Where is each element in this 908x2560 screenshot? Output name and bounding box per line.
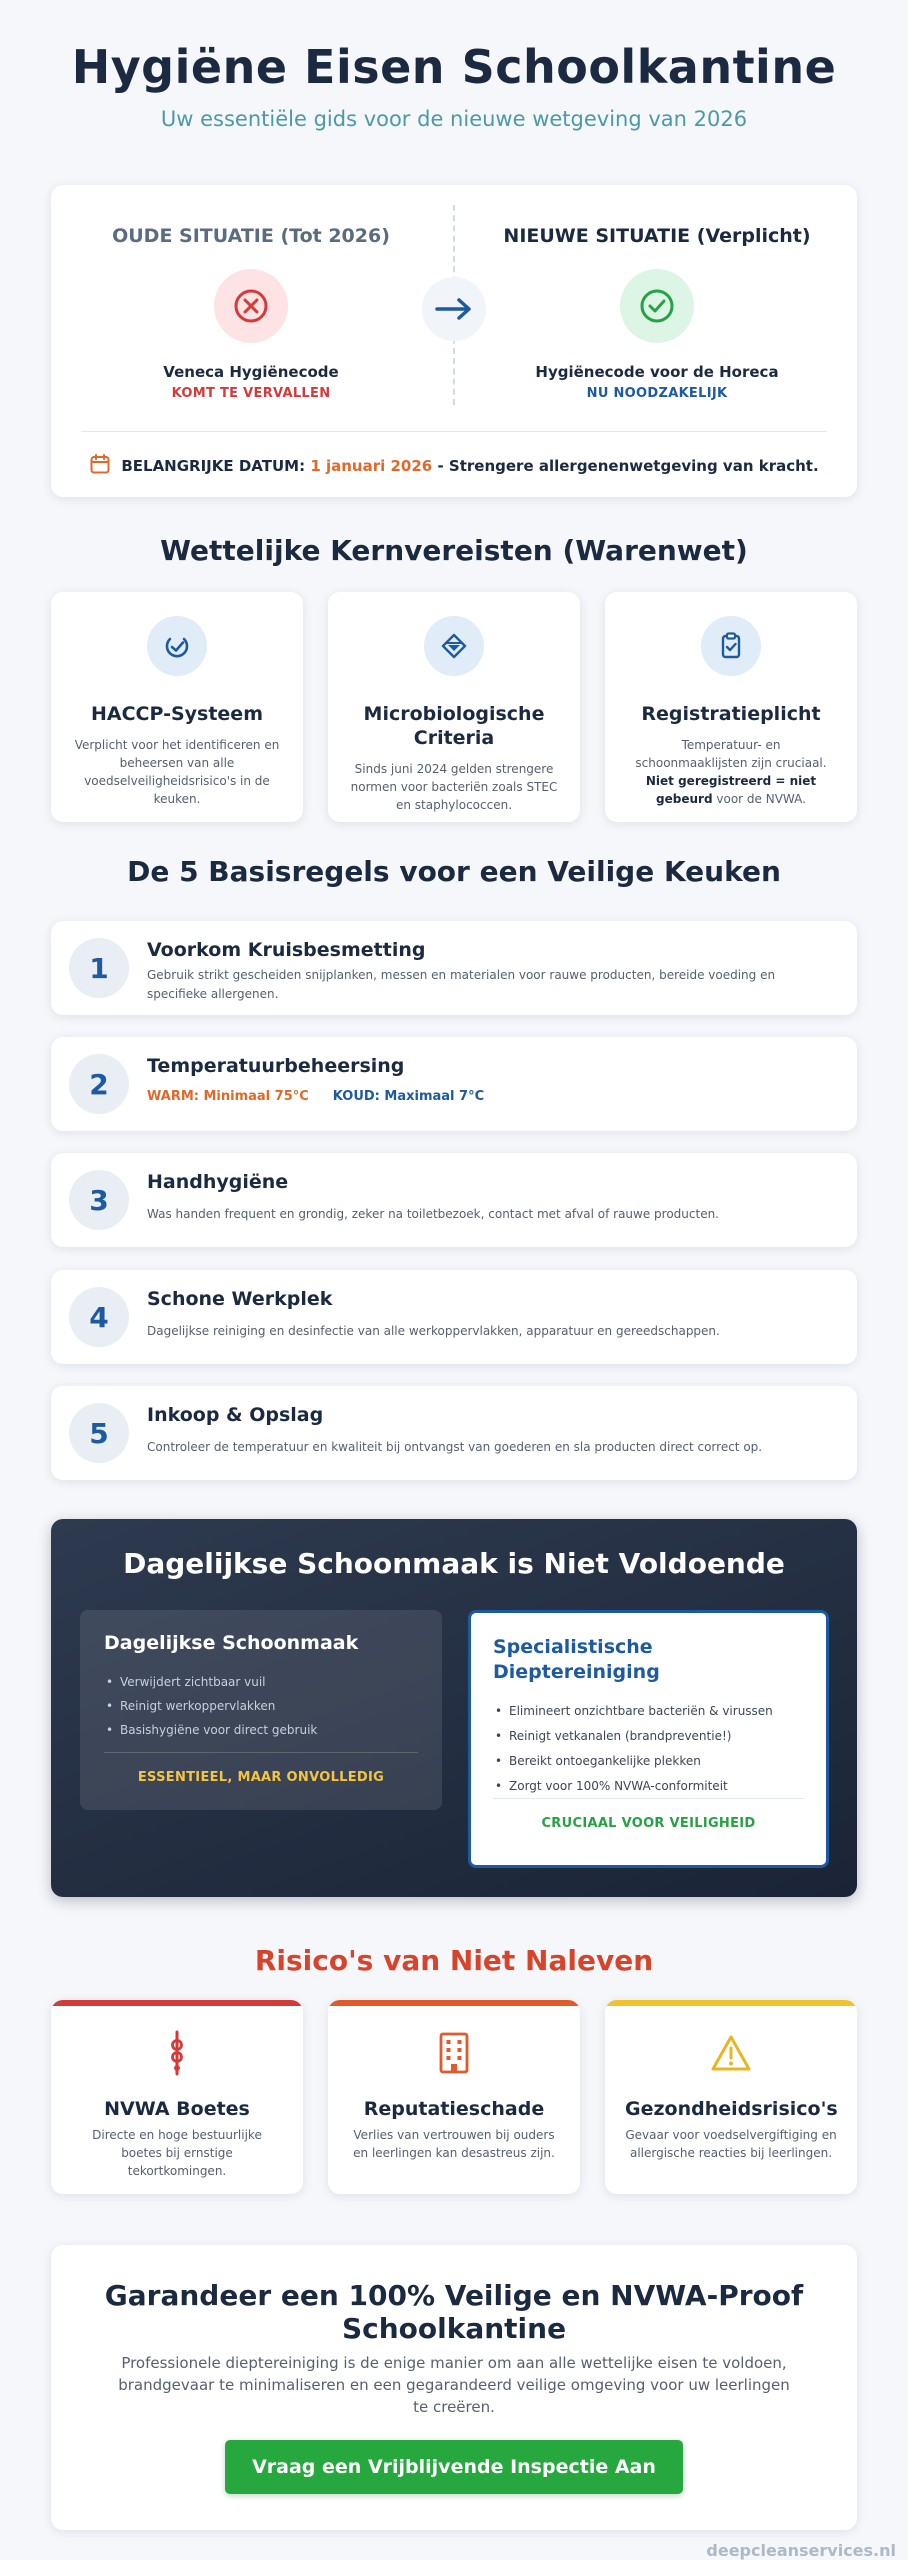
- new-situation-heading: NIEUWE SITUATIE (Verplicht): [503, 225, 811, 247]
- rule-title: Schone Werkplek: [147, 1288, 333, 1310]
- rule-card: [51, 1270, 857, 1364]
- requirement-text-part: voor de NVWA.: [716, 792, 806, 806]
- rule-number: 5: [69, 1403, 129, 1463]
- risk-text: Verlies van vertrouwen bij ouders en leerlingen kan desastreus zijn.: [353, 2128, 555, 2160]
- old-situation: [91, 225, 411, 401]
- date-suffix: - Strengere allergenenwetgeving van kracht.: [437, 457, 819, 475]
- daily-cleaning-card: [80, 1610, 442, 1810]
- rule-card: [51, 1386, 857, 1480]
- warm-temperature: WARM: Minimaal 75°C: [147, 1089, 309, 1104]
- requirement-card-haccp: [51, 592, 303, 822]
- rule-title: Temperatuurbeheersing: [147, 1055, 405, 1077]
- requirement-title: Registratieplicht: [641, 703, 821, 725]
- rule-title: Handhygiëne: [147, 1171, 289, 1193]
- divider: [104, 1752, 418, 1753]
- rule-number: 2: [69, 1054, 129, 1114]
- temperature-values: [147, 1089, 484, 1104]
- risk-text: Directe en hoge bestuurlijke boetes bij ernstige tekortkomingen.: [92, 2128, 262, 2178]
- rule-card: [51, 921, 857, 1015]
- rule-text: Controleer de temperatuur en kwaliteit bij ontvangst van goederen en sla producten direct correct op.: [147, 1440, 763, 1454]
- money-icon: [71, 2030, 283, 2076]
- divider: [493, 1798, 804, 1799]
- building-icon: [348, 2030, 560, 2076]
- requirement-text-part: Temperatuur- en schoonmaaklijsten zijn cruciaal.: [635, 738, 827, 770]
- risk-text: Gevaar voor voedselvergiftiging en allergische reacties bij leerlingen.: [625, 2128, 837, 2160]
- list-item: • Reinigt werkoppervlakken: [104, 1694, 418, 1718]
- calendar-icon: [89, 453, 111, 479]
- cleaning-comparison: [51, 1519, 857, 1897]
- risks-title: Risico's van Niet Naleven: [254, 1944, 654, 1977]
- requirements-title: Wettelijke Kernvereisten (Warenwet): [160, 534, 748, 567]
- new-situation: [497, 225, 817, 401]
- footer-website-link[interactable]: deepcleanservices.nl: [706, 2541, 896, 2560]
- comparison-title: Dagelijkse Schoonmaak is Niet Voldoende: [123, 1547, 785, 1580]
- cta-title: Garandeer een 100% Veilige en NVWA-Proof Schoolkantine: [104, 2279, 804, 2345]
- rule-title: Inkoop & Opslag: [147, 1404, 324, 1426]
- page-title: Hygiëne Eisen Schoolkantine: [71, 40, 837, 94]
- arrow-right-icon: [422, 277, 486, 341]
- requirement-text-bold: Niet geregistreerd = niet gebeurd: [645, 774, 817, 806]
- daily-cleaning-list: [104, 1670, 418, 1742]
- risk-title: NVWA Boetes: [104, 2098, 250, 2120]
- deep-cleaning-title: Specialistische Dieptereiniging: [493, 1636, 660, 1683]
- x-circle-icon: [214, 269, 288, 343]
- deep-cleaning-card: [468, 1610, 829, 1868]
- date-value: 1 januari 2026: [310, 457, 433, 475]
- request-inspection-button[interactable]: Vraag een Vrijblijvende Inspectie Aan: [225, 2440, 683, 2494]
- rule-number: 4: [69, 1287, 129, 1347]
- old-code-status: KOMT TE VERVALLEN: [171, 386, 331, 401]
- rule-text: Was handen frequent en grondig, zeker na toiletbezoek, contact met afval of rauwe producten.: [147, 1207, 719, 1221]
- cold-temperature: KOUD: Maximaal 7°C: [332, 1089, 485, 1104]
- cta-card: [51, 2245, 857, 2530]
- requirement-text: Sinds juni 2024 gelden strengere normen voor bacteriën zoals STEC en staphylococcen.: [350, 762, 558, 812]
- deep-cleaning-list: [493, 1699, 804, 1799]
- horizontal-divider: [81, 431, 827, 432]
- daily-cleaning-title: Dagelijkse Schoonmaak: [104, 1632, 359, 1654]
- risk-card-reputation: [328, 2000, 580, 2194]
- risk-card-health: [605, 2000, 857, 2194]
- rule-number: 3: [69, 1170, 129, 1230]
- rules-title: De 5 Basisregels voor een Veilige Keuken: [127, 855, 781, 888]
- rule-card: [51, 1153, 857, 1247]
- requirement-card-microbiology: [328, 592, 580, 822]
- requirement-title: HACCP-Systeem: [90, 703, 263, 725]
- risk-accent-bar: [328, 2000, 580, 2006]
- transition-card: [51, 185, 857, 497]
- deep-cleaning-status: CRUCIAAL VOOR VEILIGHEID: [541, 1816, 756, 1831]
- old-code-name: Veneca Hygiënecode: [163, 363, 339, 381]
- list-item: • Verwijdert zichtbaar vuil: [104, 1670, 418, 1694]
- risk-accent-bar: [605, 2000, 857, 2006]
- warning-icon: [625, 2030, 837, 2076]
- rule-title: Voorkom Kruisbesmetting: [147, 939, 426, 961]
- date-label: BELANGRIJKE DATUM:: [121, 457, 306, 475]
- list-item: • Basishygiëne voor direct gebruik: [104, 1718, 418, 1742]
- check-circle-icon: [620, 269, 694, 343]
- shield-check-icon: [147, 616, 207, 676]
- list-item: • Elimineert onzichtbare bacteriën & virussen: [493, 1699, 804, 1724]
- requirement-card-registration: [605, 592, 857, 822]
- list-item: • Reinigt vetkanalen (brandpreventie!): [493, 1724, 804, 1749]
- daily-cleaning-status: ESSENTIEEL, MAAR ONVOLLEDIG: [137, 1770, 385, 1785]
- cta-text: Professionele dieptereiniging is de enige manier om aan alle wettelijke eisen te voldoen, brandgevaar te minimaliseren en een gegarandeerd veilige omgeving voor uw leerlingen te creëren.: [118, 2354, 790, 2416]
- microscope-icon: [424, 616, 484, 676]
- requirement-text: Verplicht voor het identificeren en beheersen van alle voedselveiligheidsrisico's in de keuken.: [74, 738, 280, 806]
- old-situation-heading: OUDE SITUATIE (Tot 2026): [112, 225, 390, 247]
- rule-text: Gebruik strikt gescheiden snijplanken, messen en materialen voor rauwe producten, bereide voeding en specifieke allergenen.: [147, 968, 776, 1001]
- clipboard-check-icon: [701, 616, 761, 676]
- risk-accent-bar: [51, 2000, 303, 2006]
- requirement-text: [627, 736, 835, 808]
- requirement-title: Microbiologische Criteria: [363, 703, 545, 749]
- risk-title: Reputatieschade: [363, 2098, 545, 2120]
- risk-card-fines: [51, 2000, 303, 2194]
- rule-number: 1: [69, 938, 129, 998]
- new-code-status: NU NOODZAKELIJK: [586, 386, 728, 401]
- list-item: • Zorgt voor 100% NVWA-conformiteit: [493, 1774, 804, 1799]
- important-date: [81, 453, 827, 479]
- rule-text: Dagelijkse reiniging en desinfectie van alle werkoppervlakken, apparatuur en gereedschappen.: [147, 1324, 720, 1338]
- rule-card: [51, 1037, 857, 1131]
- risk-title: Gezondheidsrisico's: [625, 2098, 838, 2120]
- list-item: • Bereikt ontoegankelijke plekken: [493, 1749, 804, 1774]
- page-subtitle: Uw essentiële gids voor de nieuwe wetgeving van 2026: [160, 107, 748, 131]
- new-code-name: Hygiënecode voor de Horeca: [535, 363, 779, 381]
